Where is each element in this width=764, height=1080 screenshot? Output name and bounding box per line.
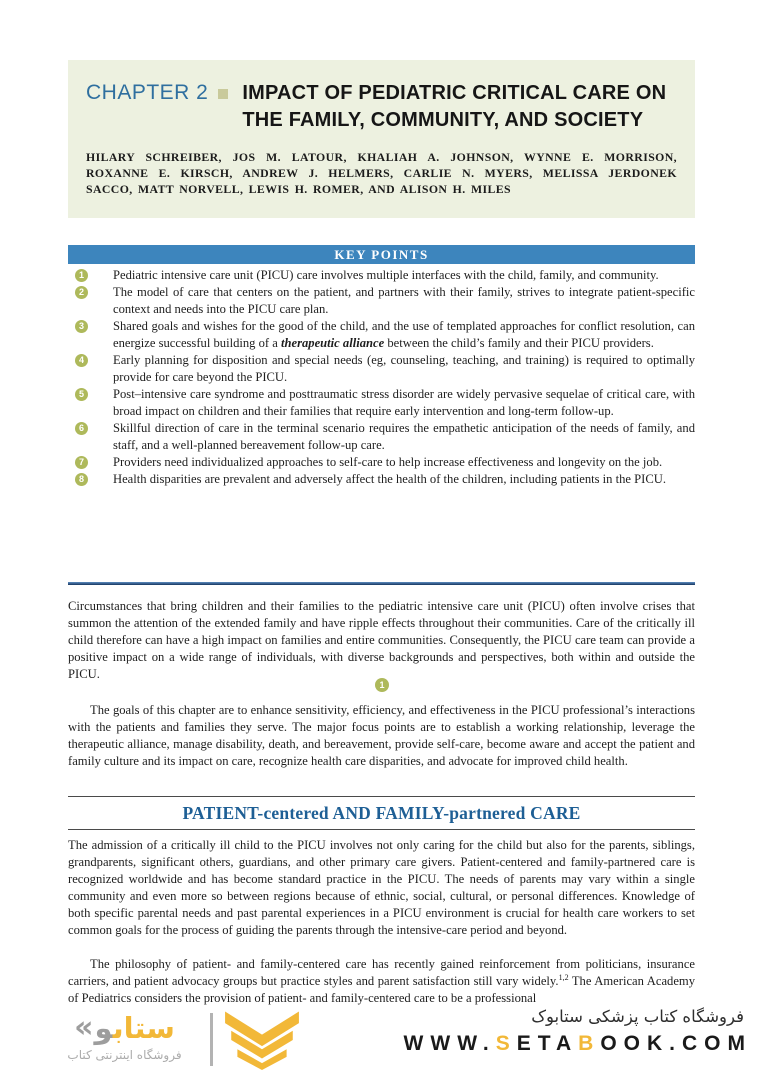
section-heading: PATIENT-centered AND FAMILY-partnered CARE xyxy=(182,803,581,823)
section-paragraph-2: The philosophy of patient- and family-centered care has recently gained reinforcement from politicians, insurance carriers, and patient advocacy groups but practice styles and parent satisfaction still vary widely.$^{1,2}$ The American Academy of Pediatrics considers the provision of patient- and family-centered care to be a professional xyxy=(68,957,696,1005)
key-point-item xyxy=(68,420,695,454)
key-points-header: KEY POINTS xyxy=(68,245,695,264)
key-point-text: Providers need individualized approaches to self-care to help increase effectiveness and longevity on the job. xyxy=(113,455,663,469)
key-point-number-badge: 5 xyxy=(75,388,88,401)
footer-divider-bar xyxy=(210,1013,213,1066)
section-heading-rule-top xyxy=(68,796,695,797)
section-paragraph-1: The admission of a critically ill child to the PICU involves not only caring for the child but also for the parents, siblings, grandparents, significant others, guardians, and other primary care givers. Patient-centered and family-partnered care is recognized worldwide and has become standard practice in the PICU. The needs of parents may vary within a single community and even more so between regions because of ethnic, social, cultural, or personal differences. Knowledge of both specific parental needs and past parental experiences in a PICU environment is crucial for health care workers to set common goals for the process of guiding the parents through the intensive-care period and beyond. xyxy=(68,838,695,937)
key-point-number-badge: 6 xyxy=(75,422,88,435)
goals-paragraph: The goals of this chapter are to enhance sensitivity, efficiency, and effectiveness in the PICU professional’s interactions with the patients and families they serve. The major focus points are to establish a working relationship, leverage the therapeutic alliance, manage disability, death, and bereavement, provide self-care, become aware and accept the patient and family culture and its impact on care, recognize health care disparities, and advocate for improved child health. xyxy=(68,703,695,768)
key-points-list xyxy=(68,267,695,488)
key-point-item xyxy=(68,454,695,471)
key-point-item xyxy=(68,471,695,488)
chapter-title: IMPACT OF PEDIATRIC CRITICAL CARE ON THE FAMILY, COMMUNITY, AND SOCIETY xyxy=(242,82,667,131)
key-point-item xyxy=(68,284,695,318)
key-point-number-badge: 3 xyxy=(75,320,88,333)
logo-arrow-icon: « xyxy=(74,1010,94,1045)
footer-store-info xyxy=(404,1007,752,1056)
chapter-title-row xyxy=(86,80,677,134)
key-point-text: Post–intensive care syndrome and posttraumatic stress disorder are widely pervasive sequelae of critical care, with broad impact on children and their families that require early intervention and long-term follow-up. xyxy=(113,387,695,418)
key-point-number-badge: 1 xyxy=(75,269,88,282)
key-point-item xyxy=(68,386,695,420)
key-point-text: Health disparities are prevalent and adversely affect the health of the children, including patients in the PICU. xyxy=(113,472,667,486)
key-point-item xyxy=(68,352,695,386)
setabook-logo xyxy=(42,1010,207,1062)
key-point-number-badge: 7 xyxy=(75,456,88,469)
key-point-number-badge: 8 xyxy=(75,473,88,486)
section-heading-rule-bottom xyxy=(68,829,695,830)
logo-tagline: فروشگاه اینترنتی کتاب xyxy=(67,1048,182,1062)
logo-farsi-text: ستابو xyxy=(94,1011,175,1045)
key-point-number-badge: 2 xyxy=(75,286,88,299)
key-point-text: Pediatric intensive care unit (PICU) care involves multiple interfaces with the child, family, and community. xyxy=(113,268,659,282)
chapter-bullet-square-icon xyxy=(218,89,228,99)
key-point-text: The model of care that centers on the patient, and partners with their family, strives to integrate patient-specific context and needs into the PICU care plan. xyxy=(113,285,695,316)
store-url-link[interactable]: WWW.SETABOOK.COM xyxy=(403,1032,752,1055)
chapter-header xyxy=(68,60,695,218)
key-point-text: Early planning for disposition and special needs (eg, counseling, teaching, and training) is required to optimally provide for care beyond the PICU. xyxy=(113,353,695,384)
key-point-item xyxy=(68,318,695,352)
setabook-logotype xyxy=(42,1010,207,1046)
intro-paragraph: Circumstances that bring children and their families to the pediatric intensive care unit (PICU) often involve crises that summon the attention of the extended family and have ripple effects throughout their communities. Care of the critically ill child therefore can have a high impact on families and entire communities. Consequently, the PICU care team can provide a positive impact on a wide range of individuals, with diverse backgrounds and perspectives, both within and outside the PICU. xyxy=(68,599,695,681)
setabook-chevron-book-icon xyxy=(222,1010,302,1070)
key-points-divider-rule xyxy=(68,582,695,585)
store-title-farsi: فروشگاه کتاب پزشکی ستابوک xyxy=(531,1007,744,1026)
citation-reference[interactable]: 1,2 xyxy=(558,972,569,982)
author-list: HILARY SCHREIBER, JOS M. LATOUR, KHALIAH A. JOHNSON, WYNNE E. MORRISON, ROXANNE E. KIRSCH, ANDREW J. HELMERS, CARLIE N. MYERS, MELISSA JERDONEK SACCO, MATT NORVELL, LEWIS H. ROMER, AND ALISON H. MILES xyxy=(86,150,677,196)
chapter-number: CHAPTER 2 xyxy=(86,81,209,104)
key-point-text: Skillful direction of care in the terminal scenario requires the empathetic anticipation of the needs of family, and staff, and a well-planned bereavement follow-up care. xyxy=(113,421,695,452)
key-point-text: Shared goals and wishes for the good of the child, and the use of templated approaches for conflict resolution, can energize successful building of a therapeutic alliance between the child’s family and their PICU providers. xyxy=(113,319,695,350)
section-marker-badge: 1 xyxy=(375,678,389,692)
key-point-item xyxy=(68,267,695,284)
key-point-number-badge: 4 xyxy=(75,354,88,367)
